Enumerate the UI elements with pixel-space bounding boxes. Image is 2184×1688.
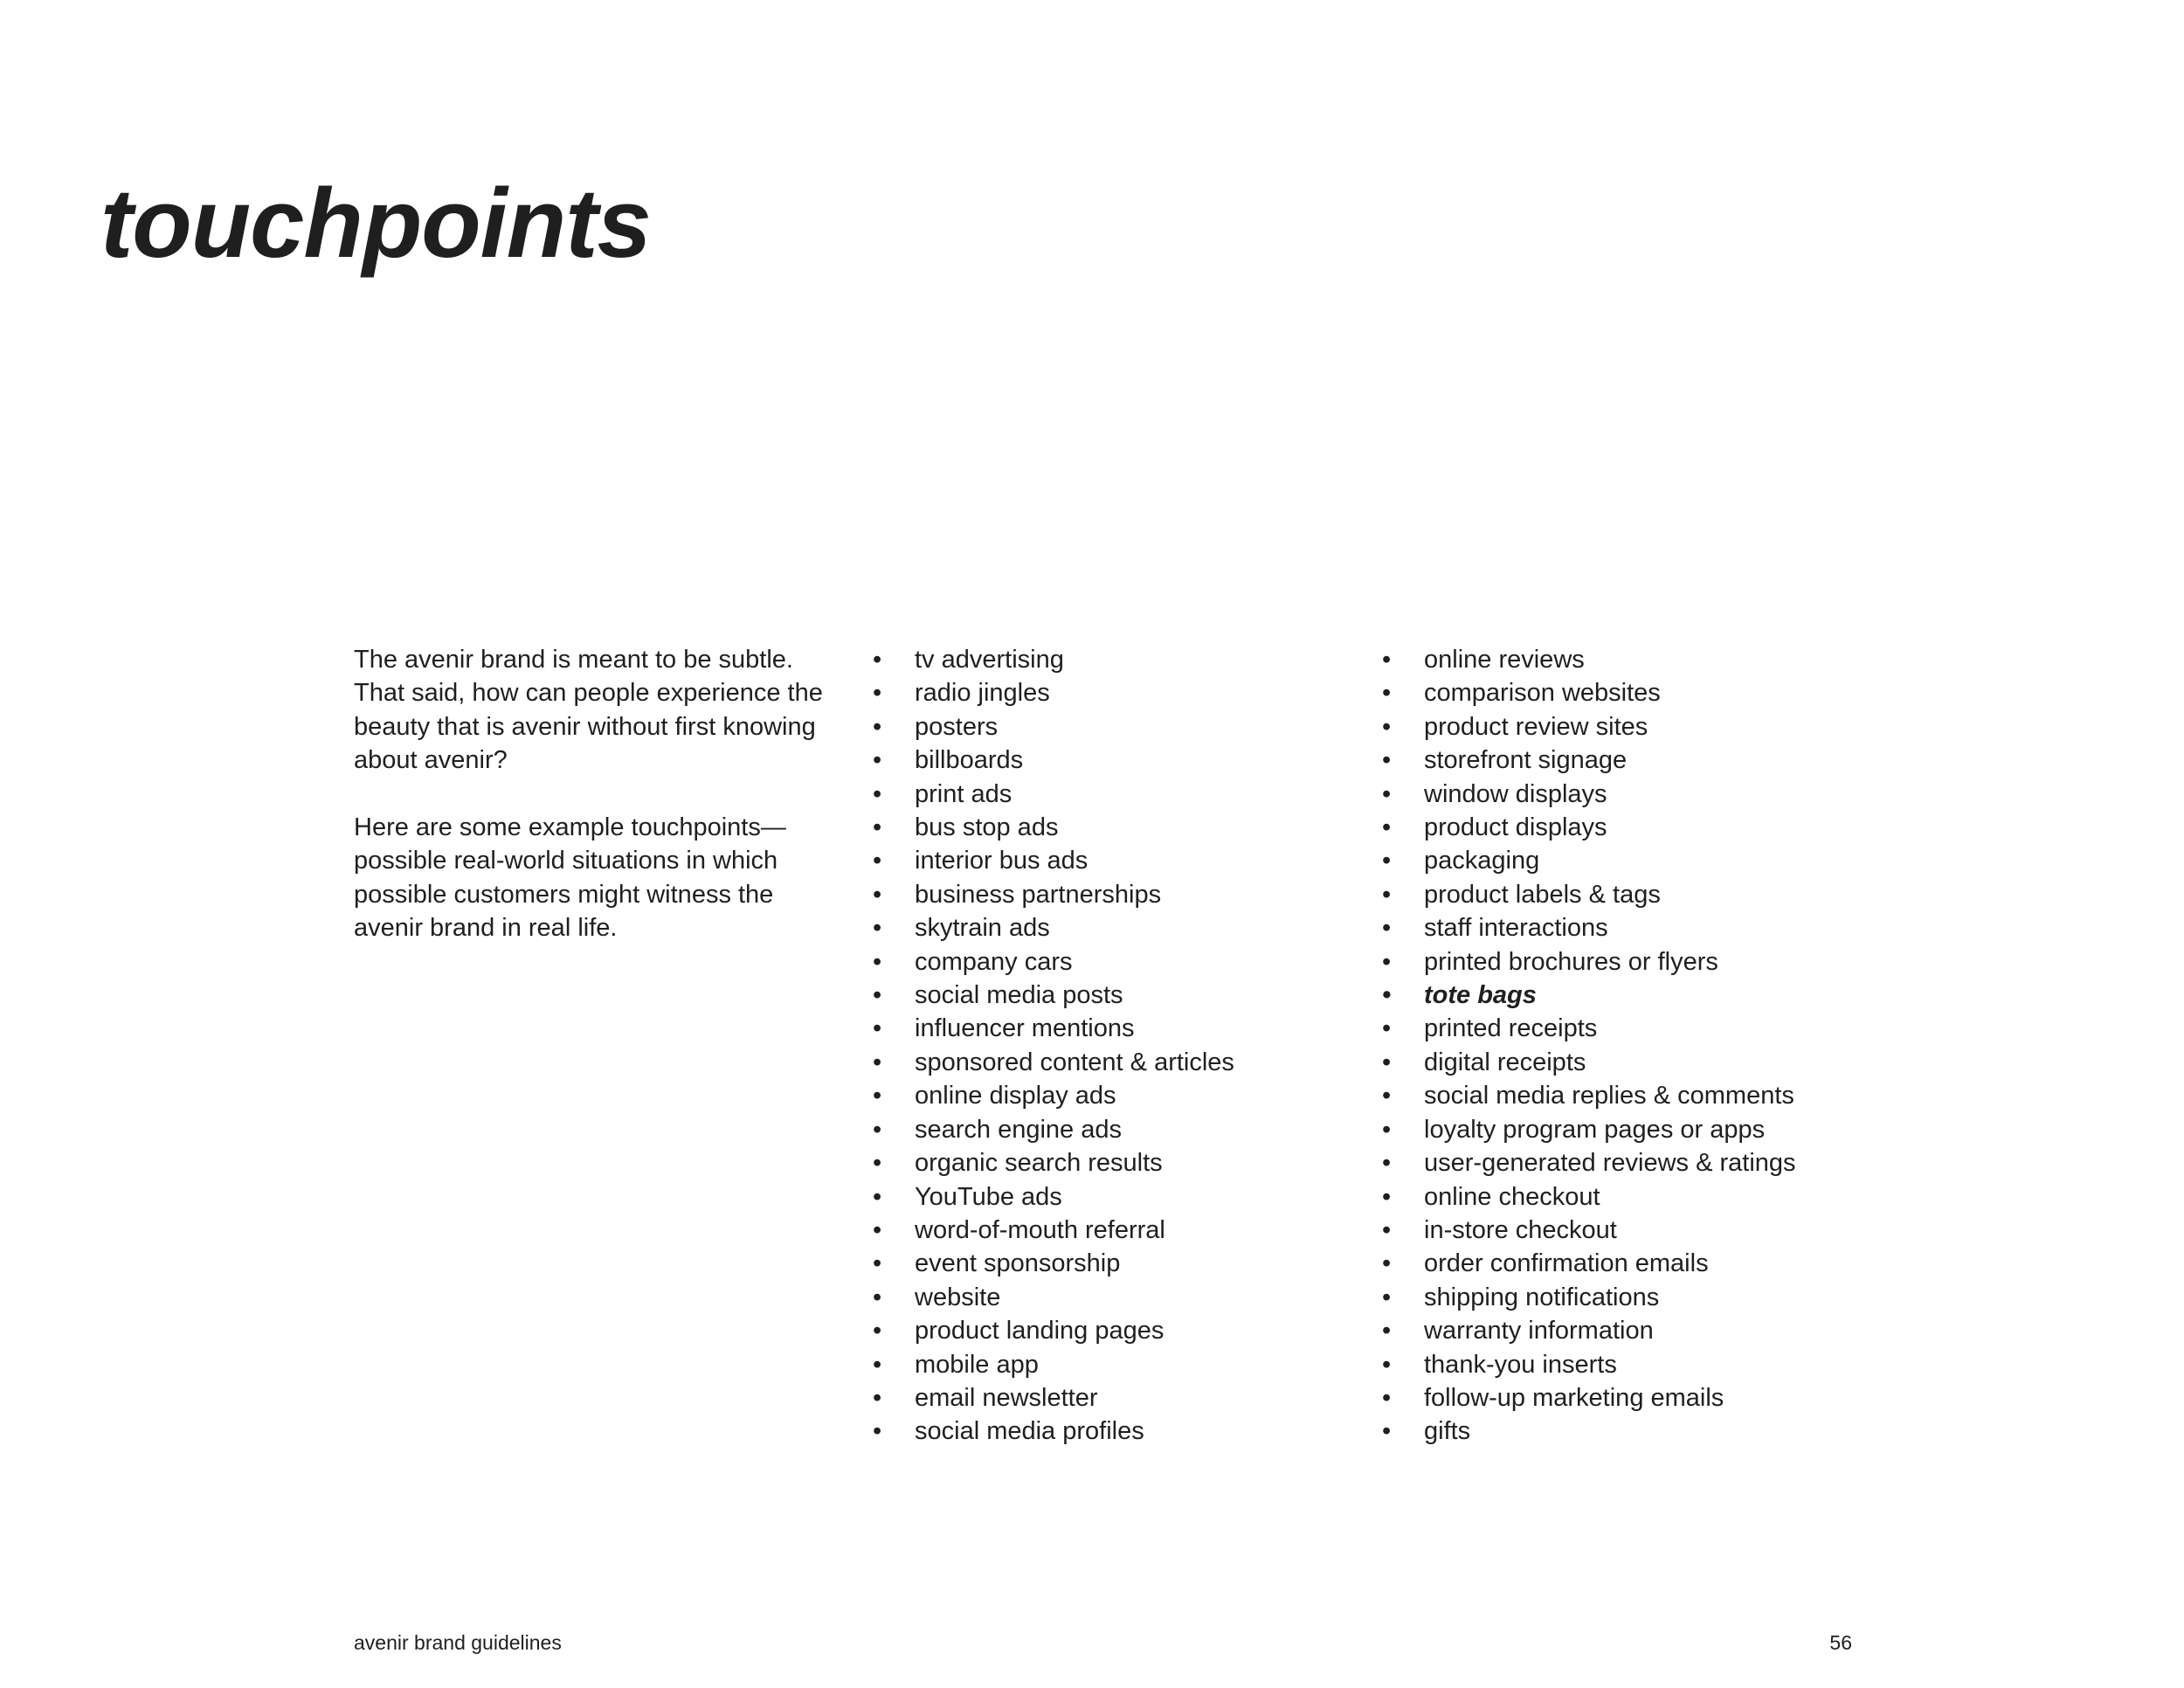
list-item: • search engine ads bbox=[869, 1113, 1324, 1146]
list-item: • loyalty program pages or apps bbox=[1379, 1113, 1868, 1146]
list-item: • printed brochures or flyers bbox=[1379, 945, 1868, 979]
list-item: • skytrain ads bbox=[869, 911, 1324, 944]
list-item: • sponsored content & articles bbox=[869, 1046, 1324, 1079]
list-item: • order confirmation emails bbox=[1379, 1247, 1868, 1280]
list-item: • online display ads bbox=[869, 1079, 1324, 1112]
list-item: • social media profiles bbox=[869, 1415, 1324, 1448]
list-item: • website bbox=[869, 1281, 1324, 1314]
list-item: • online checkout bbox=[1379, 1180, 1868, 1214]
list-item: • thank-you inserts bbox=[1379, 1348, 1868, 1381]
footer-document-name: avenir brand guidelines bbox=[354, 1631, 562, 1654]
list-item: • user-generated reviews & ratings bbox=[1379, 1146, 1868, 1180]
list-item: • window displays bbox=[1379, 778, 1868, 811]
list-item: • interior bus ads bbox=[869, 844, 1324, 877]
list-item: • tv advertising bbox=[869, 643, 1324, 676]
list-item: • shipping notifications bbox=[1379, 1281, 1868, 1314]
list-item-highlighted: • tote bags bbox=[1379, 979, 1868, 1012]
list-item: • product displays bbox=[1379, 811, 1868, 844]
list-item: • word-of-mouth referral bbox=[869, 1214, 1324, 1247]
intro-paragraph-1: The avenir brand is meant to be subtle. That said, how can people experience the beauty that is avenir without first knowing about avenir? bbox=[354, 646, 823, 775]
touchpoint-list-2 bbox=[1379, 643, 1868, 1449]
list-item: • social media posts bbox=[869, 979, 1324, 1012]
list-item: • online reviews bbox=[1379, 643, 1868, 676]
list-item: • radio jingles bbox=[869, 676, 1324, 709]
list-item: • staff interactions bbox=[1379, 911, 1868, 944]
list-item: • in-store checkout bbox=[1379, 1214, 1868, 1247]
list-item: • product landing pages bbox=[869, 1314, 1324, 1347]
list-item: • gifts bbox=[1379, 1415, 1868, 1448]
intro-paragraph-2: Here are some example touchpoints— possible real-world situations in which possible customers might witness the avenir brand in real life. bbox=[354, 813, 786, 943]
list-item: • mobile app bbox=[869, 1348, 1324, 1381]
list-item: • billboards bbox=[869, 744, 1324, 777]
list-item: • business partnerships bbox=[869, 878, 1324, 911]
list-item: • storefront signage bbox=[1379, 744, 1868, 777]
list-item: • posters bbox=[869, 710, 1324, 744]
list-item: • printed receipts bbox=[1379, 1012, 1868, 1045]
page-number: 56 bbox=[1829, 1631, 1852, 1654]
list-item: • comparison websites bbox=[1379, 676, 1868, 709]
list-item: • product labels & tags bbox=[1379, 878, 1868, 911]
list-item: • YouTube ads bbox=[869, 1180, 1324, 1214]
list-item: • follow-up marketing emails bbox=[1379, 1381, 1868, 1415]
list-item: • company cars bbox=[869, 945, 1324, 979]
list-item: • packaging bbox=[1379, 844, 1868, 877]
list-item: • warranty information bbox=[1379, 1314, 1868, 1347]
list-item: • organic search results bbox=[869, 1146, 1324, 1180]
list-item: • bus stop ads bbox=[869, 811, 1324, 844]
page-title: touchpoints bbox=[100, 169, 651, 278]
list-item: • event sponsorship bbox=[869, 1247, 1324, 1280]
intro-text bbox=[354, 643, 843, 945]
list-item: • product review sites bbox=[1379, 710, 1868, 744]
list-item: • social media replies & comments bbox=[1379, 1079, 1868, 1112]
list-item: • digital receipts bbox=[1379, 1046, 1868, 1079]
list-item: • email newsletter bbox=[869, 1381, 1324, 1415]
list-item: • print ads bbox=[869, 778, 1324, 811]
touchpoint-list-1 bbox=[869, 643, 1324, 1449]
list-item: • influencer mentions bbox=[869, 1012, 1324, 1045]
